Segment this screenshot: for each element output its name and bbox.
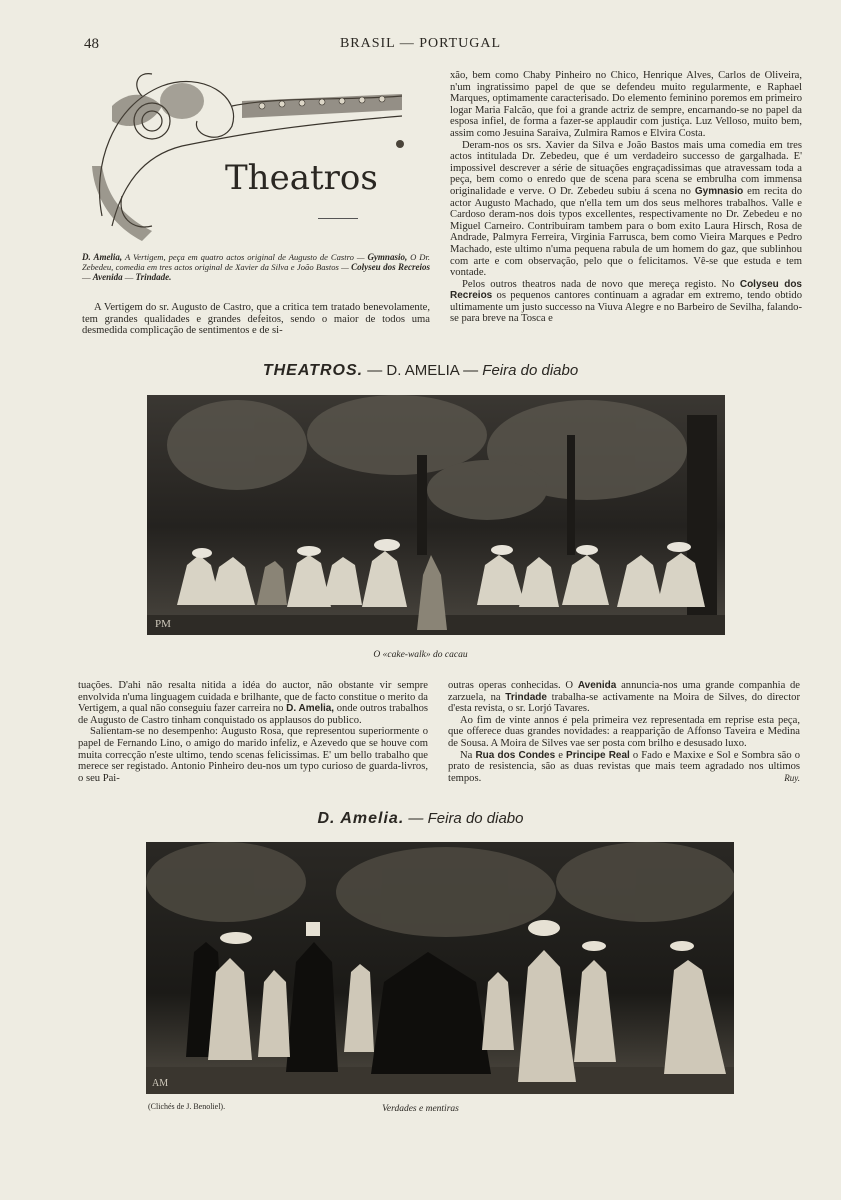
text-span: os pequenos cantores continuam a agradar em extremo, tendo obtido ultimamente um justo successo na Viuva Alegre e no Barbeiro de Sevilha, falando-se para breve na Tosca e [450,290,802,325]
photo-caption: O «cake-walk» do cacau [373,650,468,660]
programme-text-2: O Dr. Zebedeu, comedia em tres actos original de Xavier da Silva e João Bastos — [82,252,430,272]
programme-theatre-3: Colyseu dos Recreios [351,262,430,272]
paragraph: xão, bem como Chaby Pinheiro no Chico, Henrique Alves, Carlos de Oliveira, n'um ingratissimo papel de que se defendeu muito regularmente, e Raphael Marques, optimamente caracterisado. Do elemento feminino poremos em primeiro logar Maria Falcão, que foi a grande actriz de sempre, encarnando-se no papel da esposa infiel, de forma a fazer-se applaudir com justiça. Luz Velloso, muito bem, assim como Jesuina Saraiva, Zulmira Ramos e Elvira Costa. [450,70,802,139]
page-number: 48 [84,36,99,52]
stage-photo-verdades-e-mentiras [146,842,734,1094]
programme-theatre-4: Avenida [92,272,123,282]
photo-monogram: AM [152,1078,169,1089]
text-span: em recita do actor Augusto Machado, que n'ella tem um dos seus melhores trabalhos. Valle e Cardoso deram-nos dois typos excellentes, respectivamente no Dr. Zebedeu e no Miguel Carneiro. Contribuiram tambem para o bom exito Laura Hirsch, Rosa de Andrade, Palmyra Ferreira, Virginia Farrusca, bem como Vieira Marques e Pedro Machado, este ultimo n'uma pequena rabula de um homem do gaz, que sublinhou com arte e com observação, pelo que o felicitamos. Vê-se que estuda e tem vontade. [450,185,802,279]
theatre-name: Principe Real [566,749,630,761]
theatre-name: Trindade [505,691,547,703]
photo-title-theatre: D. Amelia. [317,810,405,827]
art-nouveau-ornament [82,66,430,246]
paragraph: Salientam-se no desempenho: Augusto Rosa, que representou superiormente o papel de Fernando Lino, o amigo do marido infeliz, e Azevedo que se houve com muita correcção n'este ultimo, tendo scenas felicissimas. E' um bello trabalho que merece ser registado. Antonio Pinheiro deu-nos um typo curioso de guarda-livros, o seu Pai- [78,726,428,784]
photo-title-play: Feira do diabo [482,362,579,379]
text-span: Na [460,749,476,761]
programme-theatre-5: Trindade. [135,272,172,282]
theatre-name: Gymnasio [694,185,744,197]
programme-sep-2: — [122,272,136,282]
paragraph [450,140,802,279]
paragraph [448,750,800,785]
author-signature: Ruy. [784,772,800,783]
text-span: annuncia-nos uma grande companhia de zarzuela, na [448,680,800,703]
stage-photo-cake-walk [147,395,725,635]
programme-sep-1: — [82,272,93,282]
text-span: o Fado e Maxixe e Sol e Sombra são o prato de resistencia, são as duas revistas que mais teem agradado nos ultimos tempos. [448,749,801,784]
text-span: e [555,749,567,761]
programme-theatre-2: Gymnasio, [367,252,408,262]
paragraph: Ao fim de vinte annos é pela primeira vez representada em reprise esta peça, que offerece duas grandes novidades: a reapparição de Affonso Taveira e Medina de Sousa. A Moira de Silves vae ser posta com brilho e desusado luxo. [448,714,800,749]
theatre-name: Avenida [577,680,617,691]
text-span: outras operas conhecidas. O [448,680,578,691]
lead-text: A Vertigem do sr. Augusto de Castro, que a critica tem tratado benevolamente, tem grandes qualidades e grandes defeitos, sendo o maior de todos uma desmedida complicação de sentimentos e de si- [82,302,430,337]
text-span: Deram-nos os srs. Xavier da Silva e João Bastos mais uma comedia em tres actos intitulada Dr. Zebedeu, que é um verdadeiro successo de gargalhada. E' impossivel descrever a série de situações engraçadissimas que atravessam toda a peça, bem como o enredo que de scena para scena se embrulha com immensa originalidade e verve. O Dr. Zebedeu subiu á scena no [450,139,802,197]
programme-theatre-1: D. Amelia, [82,252,123,262]
text-span: trabalha-se activamente na Moira de Silves, do director d'esta revista, o sr. Lorjó Tavares. [448,691,800,715]
theatre-name: Colyseu dos Recreios [450,278,802,302]
text-span: onde outros trabalhos de Augusto de Castro tinham conquistado os applausos do publico. [78,703,428,726]
photo-title-theatre: — D. AMELIA — [363,362,483,379]
paragraph [448,680,800,715]
theatre-name: Rua dos Condes [475,749,556,761]
paragraph [450,279,802,325]
theatre-programme [82,252,430,282]
article-column-right-top [450,70,802,325]
text-span: tuações. D'ahi não resalta nitida a idéa do auctor, não obstante vir sempre envolvida n'uma linguagem cuidada e brilhante, que de facto constitue o merito da Vertigem, a qual não conseguiu fazer carreira no [78,680,428,715]
photo-caption: Verdades e mentiras [382,1104,459,1114]
photo-title [0,362,841,380]
photo-monogram: PM [155,618,171,630]
lead-paragraph [82,302,430,337]
section-title: Theatros [225,158,378,198]
text-span: Pelos outros theatros nada de novo que mereça registo. No [462,278,740,290]
article-column-bottom-right [448,680,800,784]
photo-title [0,810,841,828]
title-rule [318,218,358,219]
running-title: BRASIL — PORTUGAL [339,36,502,51]
photo-title-play: — Feira do diabo [404,810,524,827]
photo-credit: (Clichés de J. Benoliel). [148,1102,226,1111]
article-column-bottom-left [78,680,428,784]
programme-text-1: A Vertigem, peça em quatro actos original de Augusto de Castro — [122,252,368,262]
photo-title-section: THEATROS. [262,362,364,379]
paragraph [78,680,428,726]
theatre-name: D. Amelia, [286,703,335,715]
